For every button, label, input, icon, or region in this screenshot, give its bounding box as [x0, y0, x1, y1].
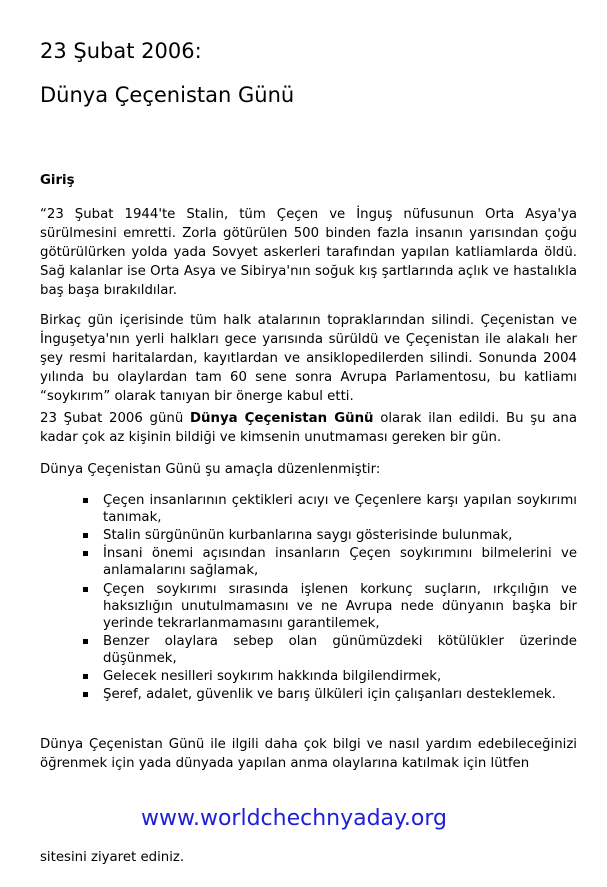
closing-text: sitesini ziyaret ediniz.	[40, 850, 185, 865]
announcement-text-before: 23 Şubat 2006 günü	[40, 411, 190, 426]
list-item-text: Stalin sürgününün kurbanlarına saygı gösterisinde bulunmak,	[103, 528, 513, 544]
list-item	[40, 545, 577, 579]
list-item-text: Benzer olaylara sebep olan günümüzdeki kötülükler üzerinde düşünmek,	[103, 633, 577, 666]
list-item-text: İnsani önemi açısından insanların Çeçen soykırımını bilmelerini ve anlamalarını sağlamak,	[103, 546, 577, 579]
list-item-text: Gelecek nesilleri soykırım hakkında bilgilendirmek,	[103, 668, 442, 684]
list-item	[40, 527, 577, 544]
website-link[interactable]: www.worldchechnyaday.org	[141, 806, 447, 831]
list-item	[40, 492, 577, 526]
square-bullet-icon	[83, 674, 88, 679]
intro-paragraph-2: Birkaç gün içerisinde tüm halk atalarının topraklarından silindi. Çeçenistan ve İnguşetya'nın yerli halkları gece yarısında sürüldü ve Çeçenistan ile alakalı her şey resmi haritalardan, kayıtlardan ve ansiklopedilerden silindi. Sonunda 2004 yılında bu olaylardan tam 60 sene sonra Avrupa Parlamentosu, bu katliamı “soykırım” olarak tanıyan bir önerge kabul etti.	[40, 313, 577, 404]
square-bullet-icon	[83, 587, 88, 592]
purpose-intro: Dünya Çeçenistan Günü şu amaçla düzenlenmiştir:	[40, 462, 381, 477]
title-event: Dünya Çeçenistan Günü	[40, 83, 295, 107]
announcement-paragraph	[40, 409, 577, 447]
square-bullet-icon	[83, 692, 88, 697]
square-bullet-icon	[83, 533, 88, 538]
square-bullet-icon	[83, 639, 88, 644]
intro-paragraph-1: “23 Şubat 1944'te Stalin, tüm Çeçen ve İnguş nüfusunun Orta Asya'ya sürülmesini emretti. Zorla götürülen 500 binden fazla insanın yarısından çoğu götürülürken yolda yada Sovyet askerleri tarafından yapılan katliamlarda öldü. Sağ kalanlar ise Orta Asya ve Sibirya'nın soğuk kış şartlarında açlık ve hastalıkla baş başa bırakıldılar.	[40, 207, 577, 298]
purpose-list	[40, 492, 577, 704]
list-item-text: Çeçen insanlarının çektikleri acıyı ve Çeçenlere karşı yapılan soykırımı tanımak,	[103, 493, 577, 525]
square-bullet-icon	[83, 498, 88, 503]
list-item	[40, 633, 577, 667]
announcement-bold-text: Dünya Çeçenistan Günü	[189, 411, 374, 426]
announcement-text-after: olarak ilan edildi. Bu şu ana kadar çok az kişinin bildiği ve kimsenin unutmaması gereken bir gün.	[40, 411, 577, 445]
list-item	[40, 581, 577, 632]
square-bullet-icon	[83, 551, 88, 556]
section-heading: Giriş	[40, 173, 75, 188]
list-item	[40, 686, 577, 703]
list-item-text: Çeçen soykırımı sırasında işlenen korkunç suçların, ırkçılığın ve haksızlığın unutulmamasını ve ne Avrupa nede dünyanın başka bir yerinde tekrarlanmamasını garantilemek,	[103, 581, 577, 631]
title-date: 23 Şubat 2006:	[40, 39, 202, 63]
list-item-text: Şeref, adalet, güvenlik ve barış ülküleri için çalışanları desteklemek.	[103, 687, 556, 703]
more-info-paragraph: Dünya Çeçenistan Günü ile ilgili daha çok bilgi ve nasıl yardım edebileceğinizi öğrenmek için yada dünyada yapılan anma olaylarına katılmak için lütfen	[40, 737, 577, 771]
list-item	[40, 668, 577, 685]
